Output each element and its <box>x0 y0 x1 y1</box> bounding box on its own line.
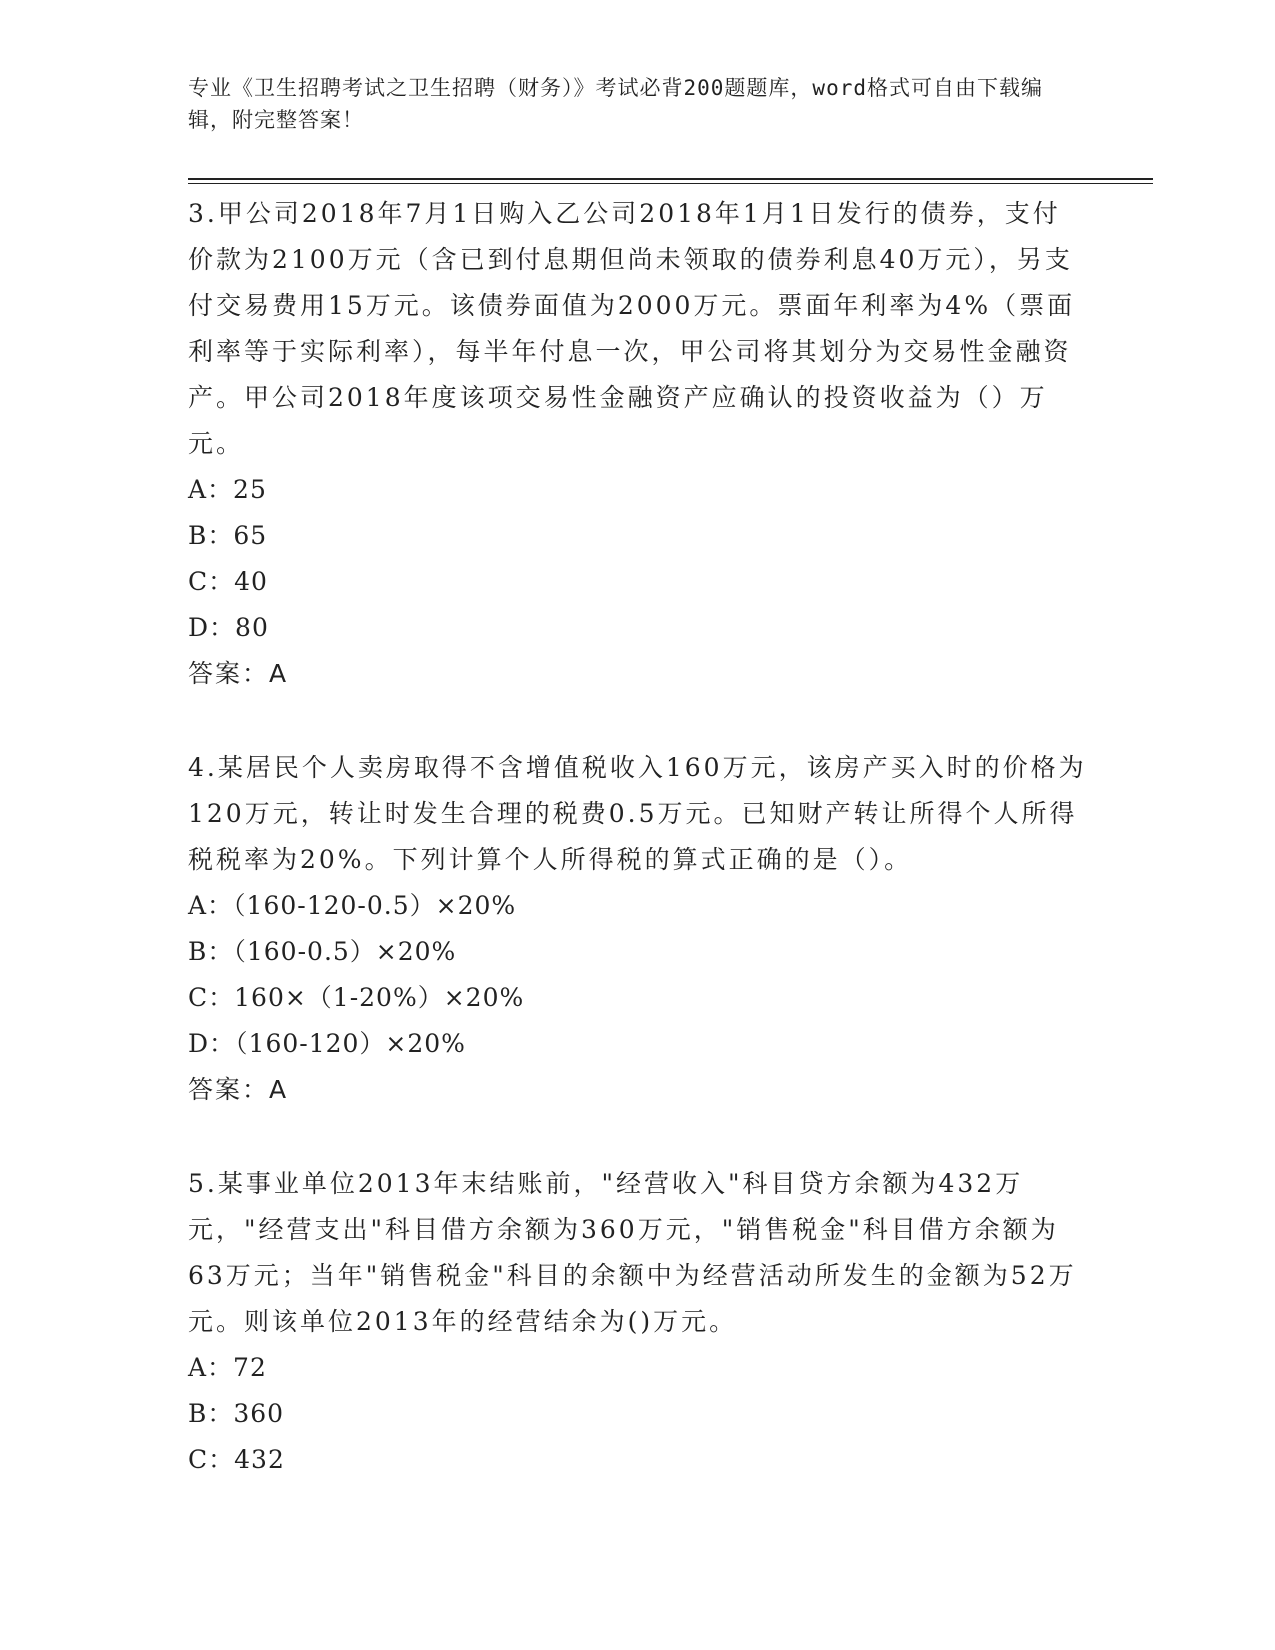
question-3 <box>188 191 1088 697</box>
question-list <box>188 191 1088 1531</box>
option-a: A：（160-120-0.5）×20% <box>188 891 517 920</box>
header-divider-thick <box>188 178 1153 180</box>
option-b: B：（160-0.5）×20% <box>188 937 457 966</box>
question-stem: 5.某事业单位2013年末结账前，"经营收入"科目贷方余额为432万元，"经营支出"科目借方余额为360万元，"销售税金"科目借方余额为63万元；当年"销售税金"科目的余额中为经营活动所发生的金额为52万元。则该单位2013年的经营结余为()万元。 <box>188 1169 1077 1336</box>
document-header: 专业《卫生招聘考试之卫生招聘（财务）》考试必背200题题库，word格式可自由下载编辑，附完整答案！ <box>188 76 1043 132</box>
option-c: C：160×（1-20%）×20% <box>188 983 525 1012</box>
option-b: B：360 <box>188 1399 285 1428</box>
option-c: C：432 <box>188 1445 285 1474</box>
option-a: A：72 <box>188 1353 267 1382</box>
answer-line: 答案：A <box>188 1075 289 1104</box>
question-4 <box>188 745 1088 1113</box>
question-stem: 3.甲公司2018年7月1日购入乙公司2018年1月1日发行的债券，支付价款为2100万元（含已到付息期但尚未领取的债券利息40万元），另支付交易费用15万元。该债券面值为2000万元。票面年利率为4%（票面利率等于实际利率），每半年付息一次，甲公司将其划分为交易性金融资产。甲公司2018年度该项交易性金融资产应确认的投资收益为（）万元。 <box>188 199 1076 458</box>
option-c: C：40 <box>188 567 268 596</box>
option-a: A：25 <box>188 475 267 504</box>
option-b: B：65 <box>188 521 268 550</box>
question-5 <box>188 1161 1088 1483</box>
answer-line: 答案：A <box>188 659 289 688</box>
question-stem: 4.某居民个人卖房取得不含增值税收入160万元，该房产买入时的价格为120万元，转让时发生合理的税费0.5万元。已知财产转让所得个人所得税税率为20%。下列计算个人所得税的算式正确的是（）。 <box>188 753 1087 874</box>
option-d: D：（160-120）×20% <box>188 1029 466 1058</box>
option-d: D：80 <box>188 613 269 642</box>
header-divider-thin <box>188 183 1153 184</box>
